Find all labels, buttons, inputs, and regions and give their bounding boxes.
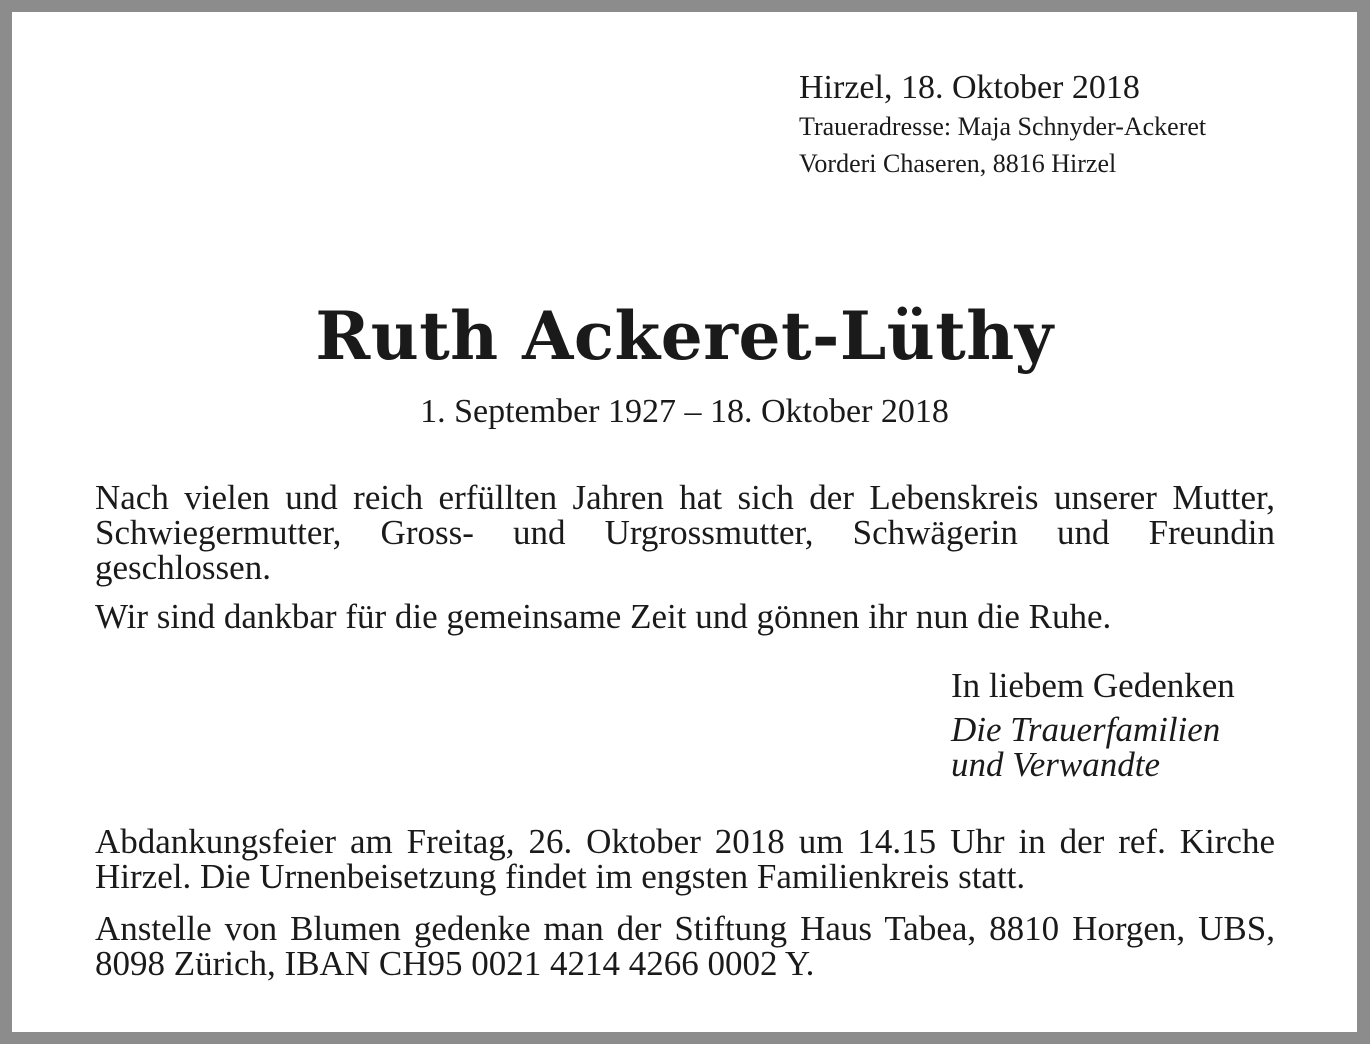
place-date: Hirzel, 18. Oktober 2018 — [799, 69, 1140, 106]
life-dates: 1. September 1927 – 18. Oktober 2018 — [420, 393, 949, 430]
service-paragraph: Abdankungsfeier am Freitag, 26. Oktober 2018 um 14.15 Uhr in der ref. Kirche Hirzel. Die Urnenbeisetzung findet im engsten Familienkreis statt. — [95, 822, 1275, 896]
deceased-name: Ruth Ackeret-Lüthy — [315, 297, 1054, 375]
obituary-notice — [12, 12, 1357, 1032]
signature-family: Die Trauerfamilien — [951, 710, 1221, 749]
message-paragraph-1: Nach vielen und reich erfüllten Jahren hat sich der Lebenskreis unserer Mutter, Schwiegermutter, Gross- und Urgrossmutter, Schwägerin und Freundin geschlossen. — [95, 478, 1275, 587]
signature-greeting: In liebem Gedenken — [951, 666, 1235, 705]
mourning-address-line-2: Vorderi Chaseren, 8816 Hirzel — [799, 149, 1117, 178]
mourning-address-line-1: Traueradresse: Maja Schnyder-Ackeret — [799, 112, 1207, 141]
header-block — [799, 68, 1299, 182]
signature-relatives: und Verwandte — [951, 745, 1161, 784]
donation-paragraph: Anstelle von Blumen gedenke man der Stiftung Haus Tabea, 8810 Horgen, UBS, 8098 Zürich, IBAN CH95 0021 4214 4266 0002 Y. — [95, 909, 1275, 983]
message-paragraph-2: Wir sind dankbar für die gemeinsame Zeit und gönnen ihr nun die Ruhe. — [95, 597, 1112, 636]
